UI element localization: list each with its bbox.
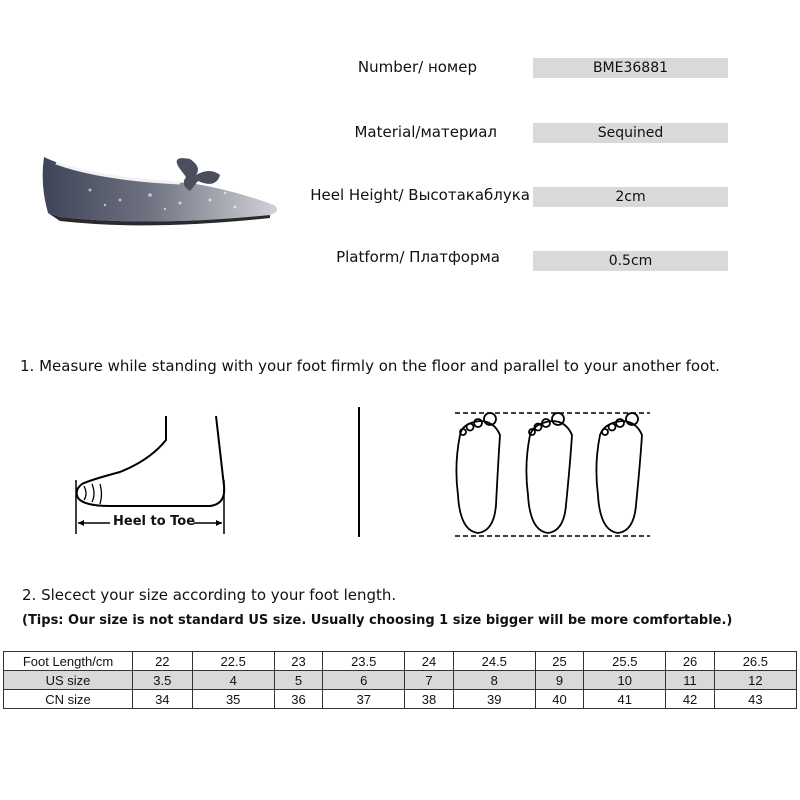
table-cell: 24 <box>405 652 453 671</box>
table-cell: 35 <box>192 690 274 709</box>
diagram-divider <box>358 407 360 537</box>
row-header: Foot Length/cm <box>4 652 133 671</box>
measure-step-2: 2. Slecect your size according to your foot length. <box>22 586 397 604</box>
size-tips: (Tips: Our size is not standard US size. Usually choosing 1 size bigger will be more comfortable.) <box>22 613 733 628</box>
table-cell: 25 <box>535 652 583 671</box>
table-cell: 23.5 <box>323 652 405 671</box>
spec-value-number: BME36881 <box>533 58 728 78</box>
heel-to-toe-label: Heel to Toe <box>113 514 196 529</box>
table-cell: 36 <box>274 690 322 709</box>
spec-value-platform: 0.5cm <box>533 251 728 271</box>
table-row-foot-length <box>4 652 797 671</box>
table-row-us-size <box>4 671 797 690</box>
table-cell: 37 <box>323 690 405 709</box>
table-row-cn-size <box>4 690 797 709</box>
table-cell: 8 <box>453 671 535 690</box>
table-cell: 41 <box>584 690 666 709</box>
table-cell: 4 <box>192 671 274 690</box>
spec-label-number: Number/ номер <box>357 58 477 76</box>
table-cell: 5 <box>274 671 322 690</box>
measure-step-1: 1. Measure while standing with your foot firmly on the floor and parallel to your another foot. <box>20 357 720 375</box>
spec-label-material: Material/материал <box>354 123 497 141</box>
table-cell: 3.5 <box>133 671 193 690</box>
table-cell: 22.5 <box>192 652 274 671</box>
table-cell: 10 <box>584 671 666 690</box>
spec-label-platform: Platform/ Платформа <box>336 248 500 266</box>
table-cell: 23 <box>274 652 322 671</box>
table-cell: 34 <box>133 690 193 709</box>
table-cell: 26 <box>666 652 714 671</box>
spec-value-material: Sequined <box>533 123 728 143</box>
row-header: CN size <box>4 690 133 709</box>
table-cell: 38 <box>405 690 453 709</box>
spec-value-heel-height: 2cm <box>533 187 728 207</box>
table-cell: 12 <box>714 671 796 690</box>
table-cell: 43 <box>714 690 796 709</box>
table-cell: 6 <box>323 671 405 690</box>
table-cell: 26.5 <box>714 652 796 671</box>
size-chart-table <box>3 651 797 709</box>
foot-top-diagram <box>450 405 660 545</box>
table-cell: 24.5 <box>453 652 535 671</box>
table-cell: 7 <box>405 671 453 690</box>
table-cell: 22 <box>133 652 193 671</box>
table-cell: 39 <box>453 690 535 709</box>
row-header: US size <box>4 671 133 690</box>
table-cell: 9 <box>535 671 583 690</box>
table-cell: 40 <box>535 690 583 709</box>
spec-label-heel-height: Heel Height/ Высотакаблука <box>310 186 530 204</box>
table-cell: 11 <box>666 671 714 690</box>
table-cell: 25.5 <box>584 652 666 671</box>
table-cell: 42 <box>666 690 714 709</box>
